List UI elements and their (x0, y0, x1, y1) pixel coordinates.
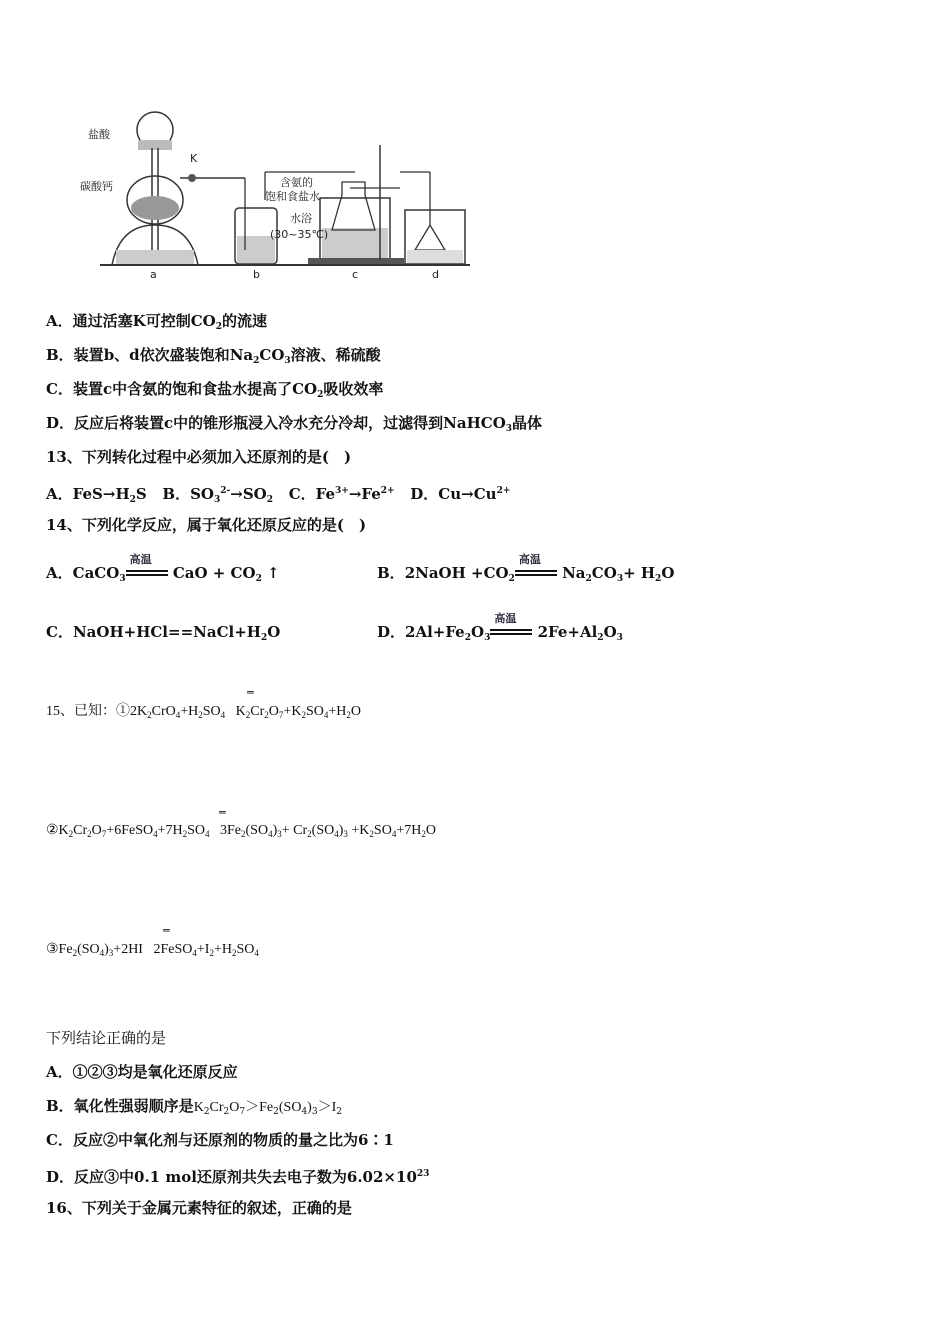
q15-option-b: B．氧化性强弱顺序是$K_2Cr_2O_7>Fe_2(SO_4)_3>I_2$ (46, 1097, 342, 1117)
q12-option-a: A．通过活塞K可控制$CO_2$的流速 (46, 312, 267, 332)
label-valve-k: K (190, 152, 198, 165)
equation-sign: ═ (247, 686, 254, 699)
high-temp-condition: 高温 (515, 564, 557, 584)
q14-option-c: C．$NaOH+HCl==NaCl+H_2O$ (46, 623, 281, 643)
label-water-bath: 水浴 (290, 212, 312, 225)
label-ammonia-brine: 含氨的 (280, 176, 313, 189)
q15-equation-2: $②K_2Cr_2O_7+6FeSO_4+7H_2SO_4$ $3Fe_2(SO_4)_3+ Cr_2(SO_4)_3 +K_2SO_4+7H_2O$ (46, 823, 436, 839)
label-ammonia-brine-2: 饱和食盐水 (265, 190, 320, 203)
q14-option-a: A．CaCO$_3$ 高温 CaO + $CO_2$ ↑ (46, 553, 280, 584)
equation-sign: ═ (219, 806, 226, 819)
q12-option-d: D．反应后将装置c中的锥形瓶浸入冷水充分冷却，过滤得到NaHCO$_3$晶体 (46, 414, 543, 434)
q16-stem: 16、下列关于金属元素特征的叙述，正确的是 (46, 1199, 352, 1217)
label-a: a (150, 268, 157, 281)
q14-stem: 14、下列化学反应，属于氧化还原反应的是( ) (46, 516, 367, 534)
q13-stem: 13、下列转化过程中必须加入还原剂的是( ) (46, 448, 352, 466)
high-temp-condition: 高温 (490, 623, 532, 643)
q13-options: A．$FeS\to H_2S$ B．$SO_3^{2-}\to SO_2$ C．$Fe^{3+}\to Fe^{2+}$ D．$Cu\to Cu^{2+}$ (46, 485, 511, 505)
q14-option-b: B．2NaOH $+CO_2$ 高温 $Na_2CO_3+ H_2O$ (377, 553, 675, 584)
q14-option-d: D．$2Al+Fe_2O_3$ 高温 $2Fe+Al_2O_3$ (377, 612, 623, 643)
q15-conclusion-prompt: 下列结论正确的是 (46, 1029, 167, 1047)
q15-option-d: D．反应③中0.1 mol还原剂共失去电子数为$6.02\times 10^{23}$ (46, 1168, 430, 1186)
apparatus-figure (80, 100, 480, 285)
label-hcl: 盐酸 (88, 128, 110, 141)
label-b: b (253, 268, 260, 281)
label-d: d (432, 268, 439, 281)
equation-sign: ═ (163, 924, 170, 937)
q12-option-c: C．装置c中含氨的饱和食盐水提高了$CO_2$吸收效率 (46, 380, 384, 400)
q15-option-c: C．反应②中氧化剂与还原剂的物质的量之比为6∶1 (46, 1131, 394, 1149)
high-temp-condition: 高温 (126, 564, 168, 584)
q15-equation-3: $③Fe_2(SO_4)_3+2HI$ $2FeSO_4+I_2+H_2SO_4$ (46, 942, 259, 958)
label-temperature: (30~35℃) (270, 228, 329, 241)
q12-option-b: B．装置b、d依次盛装饱和$Na_2CO_3$溶液、稀硫酸 (46, 346, 381, 366)
label-caco3: 碳酸钙 (80, 180, 113, 193)
q15-option-a: A．①②③均是氧化还原反应 (46, 1063, 238, 1081)
label-c: c (352, 268, 359, 281)
q15-equation-1: 15、已知：$①2K_2CrO_4+H_2SO_4$ $K_2Cr_2O_7+K_2SO_4+H_2O$ (46, 704, 361, 720)
